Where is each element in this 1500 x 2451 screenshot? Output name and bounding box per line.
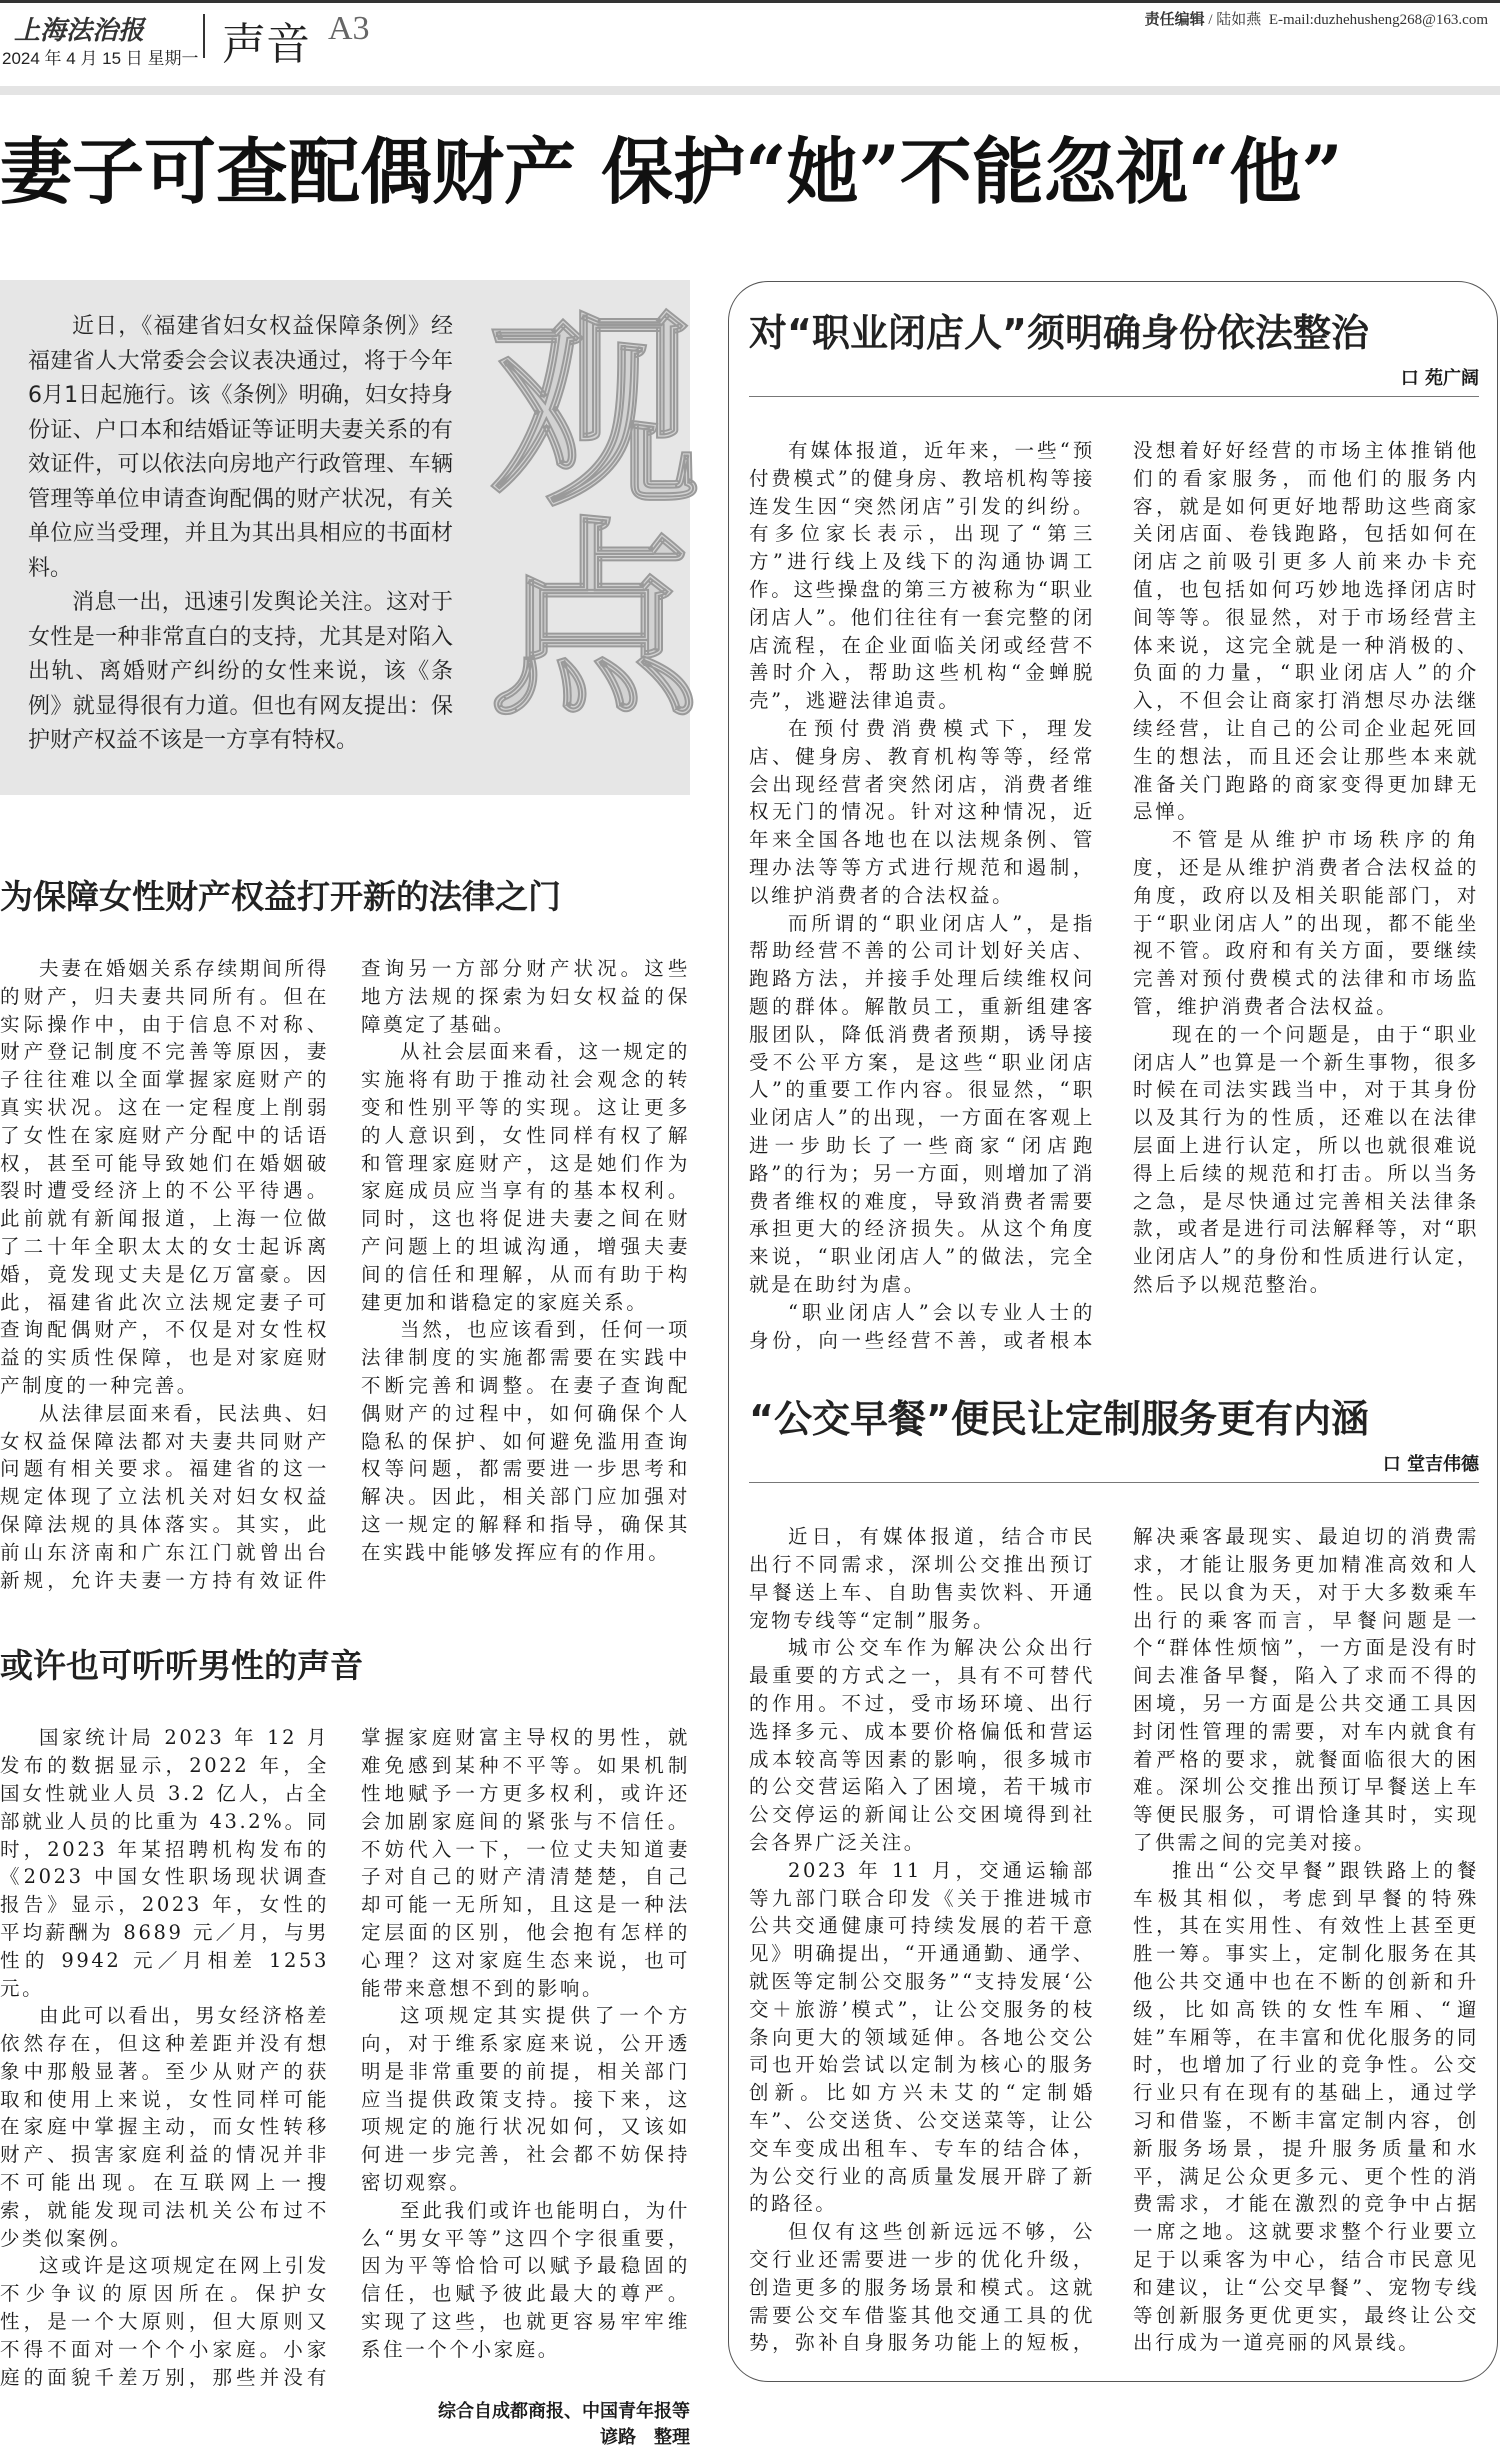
paragraph: 有媒体报道，近年来，一些“预付费模式”的健身房、教培机构等接连发生因“突然闭店”引发的纠纷。有多位家长表示，出现了“第三方”进行线上及线下的沟通协调工作。这些操盘的第三方被称为“职业闭店人”。他们往往有一套完整的闭店流程，在企业面临关闭或经营不善时介入，帮助这些机构“金蝉脱壳”，逃避法律追责。: [749, 439, 1095, 713]
divider: [749, 1482, 1479, 1483]
viewpoint-calligraphy: 观点: [454, 300, 701, 720]
paragraph: 从法律层面来看，民法典、妇女权益保障法都对夫妻共同财产问题有相关要求。福建省的这一规定体现了立法机关对妇女权益保障法规的具体落实。其实，此前山东济南和广东江门就曾出台新规，允许夫妻一方持有效证件查询另一方部分财产状况。这些地方法规的探索为妇女权益的保障奠定了基础。: [0, 957, 690, 1592]
paragraph: 近日，有媒体报道，结合市民出行不同需求，深圳公交推出预订早餐送上车、自助售卖饮料、开通宠物专线等“定制”服务。: [749, 1525, 1095, 1632]
paragraph: 当然，也应该看到，任何一项法律制度的实施都需要在实践中不断完善和调整。在妻子查询配偶财产的过程中，如何确保个人隐私的保护、如何避免滥用查询权等问题，都需要进一步思考和解决。因此，相关部门应加强对这一规定的解释和指导，确保其在实践中能够发挥应有的作用。: [361, 1318, 690, 1564]
paragraph: 推出“公交早餐”跟铁路上的餐车极其相似，考虑到早餐的特殊性，其在实用性、有效性上甚至更胜一筹。事实上，定制化服务在其他公共交通中也在不断的创新和升级，比如高铁的女性车厢、“遛娃”车厢等，在丰富和优化服务的同时，也增加了行业的竞争性。公交行业只有在现有的基础上，通过学习和借鉴，不断丰富定制内容，创新服务场景，提升服务质量和水平，满足公众更多元、更个性的消费需求，才能在激烈的竞争中占据一席之地。这就要求整个行业要立足于以乘客为中心，结合市民意见和建议，让“公交早餐”、宠物专线等创新服务更优更实，最终让公交出行成为一道亮丽的风景线。: [1133, 1858, 1479, 2355]
top-rule: [0, 0, 1500, 3]
article-c-byline: 口 苑广阔: [1400, 368, 1479, 389]
paragraph: 在预付费消费模式下，理发店、健身房、教育机构等等，经常会出现经营者突然闭店，消费者维权无门的情况。针对这种情况，近年来全国各地也在以法规条例、管理办法等等方式进行规范和遏制，以维护消费者的合法权益。: [749, 716, 1095, 907]
credit: [0, 2399, 690, 2451]
intro-box: [0, 280, 701, 795]
paragraph: 夫妻在婚姻关系存续期间所得的财产，归夫妻共同所有。但在实际操作中，由于信息不对称、财产登记制度不完善等原因，妻子往往难以全面掌握家庭财产的真实状况。这在一定程度上削弱了女性在家庭财产分配中的话语权，甚至可能导致她们在婚姻破裂时遭受经济上的不公平待遇。此前就有新闻报道，上海一位做了二十年全职太太的女士起诉离婚，竟发现丈夫是亿万富豪。因此，福建省此次立法规定妻子可查询配偶财产，不仅是对女性权益的实质性保障，也是对家庭财产制度的一种完善。: [0, 957, 329, 1397]
masthead-divider: [203, 14, 205, 58]
page-headline: 妻子可查配偶财产 保护“她”不能忽视“他”: [0, 129, 1343, 214]
paragraph: 现在的一个问题是，由于“职业闭店人”也算是一个新生事物，很多时候在司法实践当中，对于其身份以及其行为的性质，还难以在法律层面上进行认定，所以也就很难说得上后续的规范和打击。所以当务之急，是尽快通过完善相关法律条款，或者是进行司法解释等，对“职业闭店人”的身份和性质进行认定，然后予以规范整治。: [1133, 1022, 1479, 1296]
paragraph: 至此我们或许也能明白，为什么“男女平等”这四个字很重要，因为平等恰恰可以赋予最稳固的信任，也赋予彼此最大的尊严。实现了这些，也就更容易牢牢维系住一个个小家庭。: [361, 2198, 690, 2361]
paragraph: 国家统计局 2023 年 12 月发布的数据显示，2022 年，全国女性就业人员 3.2 亿人，占全部就业人员的比重为 43.2%。同时，2023 年某招聘机构发布的《2023 中国女性职场现状调查报告》显示，2023 年，女性的平均薪酬为 8689 元／月，与男性的 9942 元／月相差 1253 元。: [0, 1726, 329, 2000]
divider: [749, 396, 1479, 397]
credit-editor: 谚路 整理: [600, 2427, 690, 2449]
paragraph: 不管是从维护市场秩序的角度，还是从维护消费者合法权益的角度，政府以及相关职能部门，对于“职业闭店人”的出现，都不能坐视不管。政府和有关方面，要继续完善对预付费模式的法律和市场监管，维护消费者合法权益。: [1133, 828, 1479, 1018]
editor-email: E-mail:duzhehusheng268@163.com: [1268, 12, 1488, 28]
article-a-title: 为保障女性财产权益打开新的法律之门: [0, 877, 561, 916]
article-c-title: 对“职业闭店人”须明确身份依法整治: [749, 311, 1369, 355]
intro-paragraph: 近日，《福建省妇女权益保障条例》经福建省人大常委会会议表决通过，将于今年6月1日起施行。该《条例》明确，妇女持身份证、户口本和结婚证等证明夫妻关系的有效证件，可以依法向房地产行政管理、车辆管理等单位申请查询配偶的财产状况，有关单位应当受理，并且为其出具相应的书面材料。: [28, 314, 453, 581]
article-d-body: [749, 1523, 1479, 2357]
intro-paragraph: 消息一出，迅速引发舆论关注。这对于女性是一种非常直白的支持，尤其是对陷入出轨、离婚财产纠纷的女性来说，该《条例》就显得很有力道。但也有网友提出：保护财产权益不该是一方享有特权。: [28, 590, 453, 753]
section-name: 声音: [222, 19, 310, 70]
issue-date: 2024 年 4 月 15 日 星期一: [2, 49, 199, 68]
article-a-body: [0, 955, 690, 1594]
article-d-byline: 口 堂吉伟德: [1382, 1454, 1479, 1476]
paragraph: 但仅有这些创新远远不够，公交行业还需要进一步的优化升级，创造更多的服务场景和模式。这就需要公交车借鉴其他交通工具的优势，弥补自身服务功能上的短板，解决乘客最现实、最迫切的消费需求，才能让服务更加精准高效和人性。民以食为天，对于大多数乘车出行的乘客而言，早餐问题是一个“群体性烦恼”，一方面是没有时间去准备早餐，陷入了求而不得的困境，另一方面是公共交通工具因封闭性管理的需要，对车内就食有着严格的要求，就餐面临很大的困难。深圳公交推出预订早餐送上车等便民服务，可谓恰逢其时，实现了供需之间的完美对接。: [749, 1525, 1479, 2355]
paragraph: 而所谓的“职业闭店人”，是指帮助经营不善的公司计划好关店、跑路方法，并接手处理后续维权问题的群体。解散员工，重新组建客服团队，降低消费者预期，诱导接受不公平方案，是这些“职业闭店人”的重要工作内容。很显然，“职业闭店人”的出现，一方面在客观上进一步助长了一些商家“闭店跑路”的行为；另一方面，则增加了消费者维权的难度，导致消费者需要承担更大的经济损失。从这个角度来说，“职业闭店人”的做法，完全就是在助纣为虐。: [749, 911, 1095, 1296]
commentary-panel: [728, 281, 1498, 2382]
editor-name: / 陆如燕: [1208, 12, 1262, 28]
paragraph: 城市公交车作为解决公众出行最重要的方式之一，具有不可替代的作用。不过，受市场环境、出行选择多元、成本要价格偏低和营运成本较高等因素的影响，很多城市的公交营运陷入了困境，若干城市公交停运的新闻让公交困境得到社会各界广泛关注。: [749, 1636, 1095, 1855]
article-b-body: [0, 1724, 690, 2391]
header-band: [0, 86, 1500, 95]
left-column: [0, 280, 701, 2451]
editor-info: [1145, 8, 1488, 29]
article-c-body: [749, 437, 1479, 1354]
paragraph: 由此可以看出，男女经济格差依然存在，但这种差距并没有想象中那般显著。至少从财产的获取和使用上来说，女性同样可能在家庭中掌握主动，而女性转移财产、损害家庭利益的情况并非不可能出现。在互联网上一搜索，就能发现司法机关公布过不少类似案例。: [0, 2004, 329, 2250]
paragraph: “职业闭店人”会以专业人士的身份，向一些经营不善，或者根本没想着好好经营的市场主体推销他们的看家服务，而他们的服务内容，就是如何更好地帮助这些商家关闭店面、卷钱跑路，包括如何在闭店之前吸引更多人前来办卡充值，也包括如何巧妙地选择闭店时间等等。很显然，对于市场经营主体来说，这完全就是一种消极的、负面的力量，“职业闭店人”的介入，不但会让商家打消想尽办法继续经营，让自己的公司企业起死回生的想法，而且还会让那些本来就准备关门跑路的商家变得更加肆无忌惮。: [749, 439, 1479, 1352]
page-number: A3: [328, 10, 370, 47]
article-b-title: 或许也可听听男性的声音: [0, 1646, 363, 1686]
newspaper-logo: 上海法治报: [14, 16, 145, 46]
paragraph: 从社会层面来看，这一规定的实施将有助于推动社会观念的转变和性别平等的实现。这让更多的人意识到，女性同样有权了解和管理家庭财产，这是她们作为家庭成员应当享有的基本权利。同时，这也将促进夫妻之间在财产问题上的坦诚沟通，增强夫妻间的信任和理解，从而有助于构建更加和谐稳定的家庭关系。: [361, 1040, 690, 1314]
credit-source: 综合自成都商报、中国青年报等: [438, 2401, 690, 2423]
paragraph: 这或许是这项规定在网上引发不少争议的原因所在。保护女性，是一个大原则，但大原则又不得不面对一个个小家庭。小家庭的面貌千差万别，那些并没有掌握家庭财富主导权的男性，就难免感到某种不平等。如果机制性地赋予一方更多权利，或许还会加剧家庭间的紧张与不信任。不妨代入一下，一位丈夫知道妻子对自己的财产清清楚楚，自己却可能一无所知，且这是一种法定层面的区别，他会抱有怎样的心理？这对家庭生态来说，也可能带来意想不到的影响。: [0, 1726, 690, 2389]
editor-label: 责任编辑: [1144, 10, 1205, 28]
article-d-title: “公交早餐”便民让定制服务更有内涵: [749, 1397, 1369, 1442]
paragraph: 这项规定其实提供了一个方向，对于维系家庭来说，公开透明是非常重要的前提，相关部门应当提供政策支持。接下来，这项规定的施行状况如何，又该如何进一步完善，社会都不妨保持密切观察。: [361, 2004, 690, 2195]
paragraph: 2023 年 11 月，交通运输部等九部门联合印发《关于推进城市公共交通健康可持续发展的若干意见》明确提出，“开通通勤、通学、就医等定制公交服务”“支持发展‘公交＋旅游’模式”，让公交服务的枝条向更大的领域延伸。各地公交公司也开始尝试以定制为核心的服务创新。比如方兴未艾的“定制婚车”、公交送货、公交送菜等，让公交车变成出租车、专车的结合体，为公交行业的高质量发展开辟了新的路径。: [749, 1858, 1095, 2216]
